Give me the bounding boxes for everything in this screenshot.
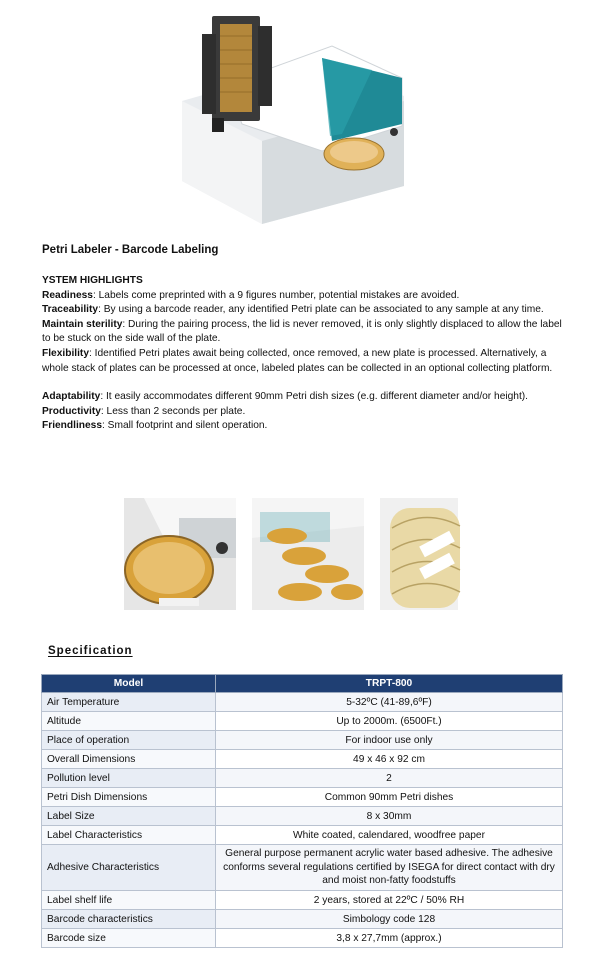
- table-row: [42, 807, 563, 826]
- table-row: [42, 788, 563, 807]
- thumb-labeled-petri-dish: [124, 498, 236, 610]
- highlight-adaptability: [42, 390, 562, 405]
- table-row: [42, 891, 563, 910]
- table-row: [42, 769, 563, 788]
- spec-label: Altitude: [42, 712, 216, 731]
- spec-value: General purpose permanent acrylic water based adhesive. The adhesive conforms several regulations certified by ISEGA for direct contact with dry and moist non-fatty foodstuffs: [216, 845, 563, 891]
- spec-value: Common 90mm Petri dishes: [216, 788, 563, 807]
- thumb-petri-dishes-tray: [252, 498, 364, 610]
- highlight-text: : Small footprint and silent operation.: [102, 420, 268, 432]
- highlight-text: : Less than 2 seconds per plate.: [100, 405, 246, 417]
- highlight-term: Traceability: [42, 304, 99, 316]
- table-header-model: Model: [42, 675, 216, 693]
- spec-label: Place of operation: [42, 731, 216, 750]
- table-header-row: [42, 675, 563, 693]
- thumb-barcode-labels-stack: [380, 498, 492, 610]
- spec-value: 8 x 30mm: [216, 807, 563, 826]
- table-row: [42, 731, 563, 750]
- highlight-friendliness: [42, 419, 562, 434]
- highlight-term: Maintain sterility: [42, 318, 123, 330]
- highlight-term: Adaptability: [42, 391, 101, 403]
- highlight-text: : Identified Petri plates await being collected, once removed, a new plate is processed. Alternatively, a whole stack of plates can be processed at once, labeled plates can be collected in an optional collecting platform.: [42, 347, 553, 374]
- highlight-text: : It easily accommodates different 90mm Petri dish sizes (e.g. different diameter and/or height).: [100, 391, 529, 403]
- spec-value: 5-32ºC (41-89,6ºF): [216, 693, 563, 712]
- highlight-term: Flexibility: [42, 347, 89, 359]
- highlight-term: Friendliness: [42, 420, 103, 432]
- spec-value: 3,8 x 27,7mm (approx.): [216, 929, 563, 948]
- highlight-flexibility: [42, 347, 562, 376]
- spec-label: Label Size: [42, 807, 216, 826]
- highlight-term: Readiness: [42, 289, 93, 301]
- highlight-text: : By using a barcode reader, any identified Petri plate can be associated to any sample at any time.: [98, 304, 544, 316]
- product-title: Petri Labeler - Barcode Labeling: [42, 244, 219, 256]
- highlight-text: : During the pairing process, the lid is never removed, it is only slightly displaced to allow the label to be stuck on the side wall of the plate.: [42, 318, 562, 345]
- system-highlights: [42, 274, 562, 434]
- spec-value: White coated, calendared, woodfree paper: [216, 826, 563, 845]
- spec-label: Adhesive Characteristics: [42, 845, 216, 891]
- table-row: [42, 910, 563, 929]
- table-row: [42, 826, 563, 845]
- spec-label: Label shelf life: [42, 891, 216, 910]
- spec-label: Label Characteristics: [42, 826, 216, 845]
- highlight-readiness: [42, 289, 562, 304]
- spec-value: 49 x 46 x 92 cm: [216, 750, 563, 769]
- spec-label: Air Temperature: [42, 693, 216, 712]
- spec-value: For indoor use only: [216, 731, 563, 750]
- spec-label: Pollution level: [42, 769, 216, 788]
- table-row: [42, 929, 563, 948]
- table-header-value: TRPT-800: [216, 675, 563, 693]
- table-row: [42, 750, 563, 769]
- spec-value: Up to 2000m. (6500Ft.): [216, 712, 563, 731]
- highlight-sterility: [42, 318, 562, 347]
- spec-label: Barcode characteristics: [42, 910, 216, 929]
- highlight-productivity: [42, 405, 562, 420]
- highlight-text: : Labels come preprinted with a 9 figures number, potential mistakes are avoided.: [92, 289, 460, 301]
- highlight-traceability: [42, 303, 562, 318]
- highlights-heading: YSTEM HIGHLIGHTS: [42, 275, 143, 286]
- spec-value: 2: [216, 769, 563, 788]
- table-row: [42, 845, 563, 891]
- specification-heading: Specification: [48, 645, 133, 657]
- highlight-term: Productivity: [42, 405, 101, 417]
- spec-label: Overall Dimensions: [42, 750, 216, 769]
- spec-label: Petri Dish Dimensions: [42, 788, 216, 807]
- spec-value: Simbology code 128: [216, 910, 563, 929]
- table-row: [42, 693, 563, 712]
- specification-table: [41, 674, 563, 948]
- spec-value: 2 years, stored at 22ºC / 50% RH: [216, 891, 563, 910]
- table-row: [42, 712, 563, 731]
- spec-label: Barcode size: [42, 929, 216, 948]
- product-hero-image: [172, 6, 418, 228]
